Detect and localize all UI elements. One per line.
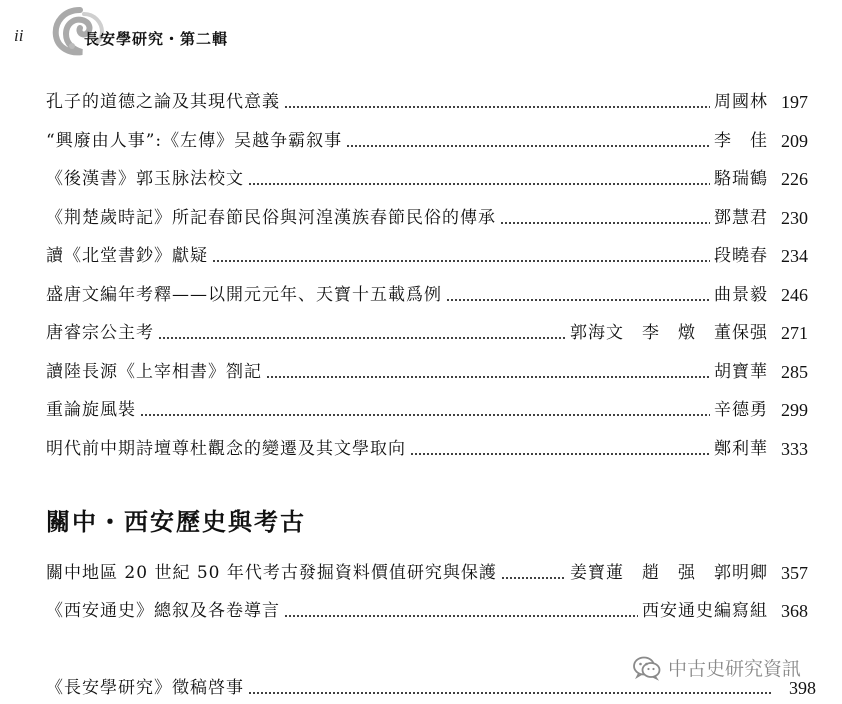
entry-author: 鄭利華	[714, 439, 768, 459]
entry-author: 李 佳	[714, 131, 768, 151]
dot-leader	[501, 577, 566, 579]
watermark	[632, 654, 801, 681]
entry-page: 333	[781, 439, 808, 459]
toc-entry[interactable]	[46, 163, 808, 191]
toc-entry[interactable]	[46, 595, 808, 623]
wechat-icon	[632, 655, 662, 681]
entry-title: 孔子的道德之論及其現代意義	[46, 92, 280, 112]
entry-title: 《荆楚歲時記》所記春節民俗與河湟漢族春節民俗的傳承	[46, 208, 496, 228]
page-number: ii	[14, 26, 24, 45]
entry-title: 明代前中期詩壇尊杜觀念的變遷及其文學取向	[46, 439, 406, 459]
section-heading: 關中・西安歷史與考古	[46, 507, 306, 536]
entry-page: 230	[781, 208, 808, 228]
entry-title: 盛唐文編年考釋——以開元元年、天寶十五載爲例	[46, 285, 442, 305]
entry-page: 226	[781, 169, 808, 189]
entry-page: 368	[781, 601, 808, 621]
watermark-text: 中古史研究資訊	[668, 658, 802, 680]
dot-leader	[140, 414, 710, 416]
dot-leader	[266, 376, 710, 378]
toc-entry[interactable]	[46, 317, 808, 345]
entry-title: 讀陸長源《上宰相書》劄記	[46, 362, 262, 382]
toc-entry[interactable]	[46, 125, 808, 153]
entry-page: 357	[781, 563, 808, 583]
header-title: 長安學研究・第二輯	[84, 30, 229, 48]
entry-page: 209	[781, 131, 808, 151]
entry-title: 《西安通史》總叙及各卷導言	[46, 601, 280, 621]
dot-leader	[158, 337, 566, 339]
toc-entry[interactable]	[46, 557, 808, 585]
entry-author: 姜寶蓮 趙 强 郭明卿	[570, 563, 768, 583]
dot-leader	[248, 183, 710, 185]
entry-title: 關中地區 20 世紀 50 年代考古發掘資料價值研究與保護	[46, 563, 497, 583]
toc-entry[interactable]	[46, 356, 808, 384]
entry-author: 駱瑞鶴	[714, 169, 768, 189]
toc-entry[interactable]	[46, 240, 808, 268]
toc-entry[interactable]	[46, 279, 808, 307]
entry-page: 285	[781, 362, 808, 382]
entry-page: 299	[781, 400, 808, 420]
entry-author: 辛德勇	[714, 400, 768, 420]
dot-leader	[346, 145, 710, 147]
entry-page: 234	[781, 246, 808, 266]
dot-leader	[446, 299, 710, 301]
entry-page: 271	[781, 323, 808, 343]
dot-leader	[284, 106, 710, 108]
dot-leader	[284, 615, 638, 617]
dot-leader	[248, 692, 772, 694]
toc-entry[interactable]	[46, 394, 808, 422]
dot-leader	[500, 222, 710, 224]
toc-entry[interactable]	[46, 433, 808, 461]
entry-title: 重論旋風裝	[46, 400, 136, 420]
entry-title: 讀《北堂書鈔》獻疑	[46, 246, 208, 266]
entry-page: 246	[781, 285, 808, 305]
entry-author: 段曉春	[714, 246, 768, 266]
entry-page: 197	[781, 92, 808, 112]
dot-leader	[212, 260, 710, 262]
entry-author: 胡寶華	[714, 362, 768, 382]
entry-title: 唐睿宗公主考	[46, 323, 154, 343]
entry-author: 周國林	[714, 92, 768, 112]
dot-leader	[410, 453, 710, 455]
entry-page: 398	[789, 678, 816, 698]
toc-entry[interactable]	[46, 202, 808, 230]
toc-entry[interactable]	[46, 86, 808, 114]
entry-title: 《後漢書》郭玉脉法校文	[46, 169, 244, 189]
entry-title: “興廢由人事”:《左傳》吴越争霸叙事	[46, 131, 343, 151]
entry-author: 曲景毅	[714, 285, 768, 305]
entry-title: 《長安學研究》徵稿啓事	[46, 678, 244, 698]
entry-author: 西安通史編寫組	[642, 601, 768, 621]
entry-author: 郭海文 李 燉 董保强	[570, 323, 768, 343]
entry-author: 鄧慧君	[714, 208, 768, 228]
